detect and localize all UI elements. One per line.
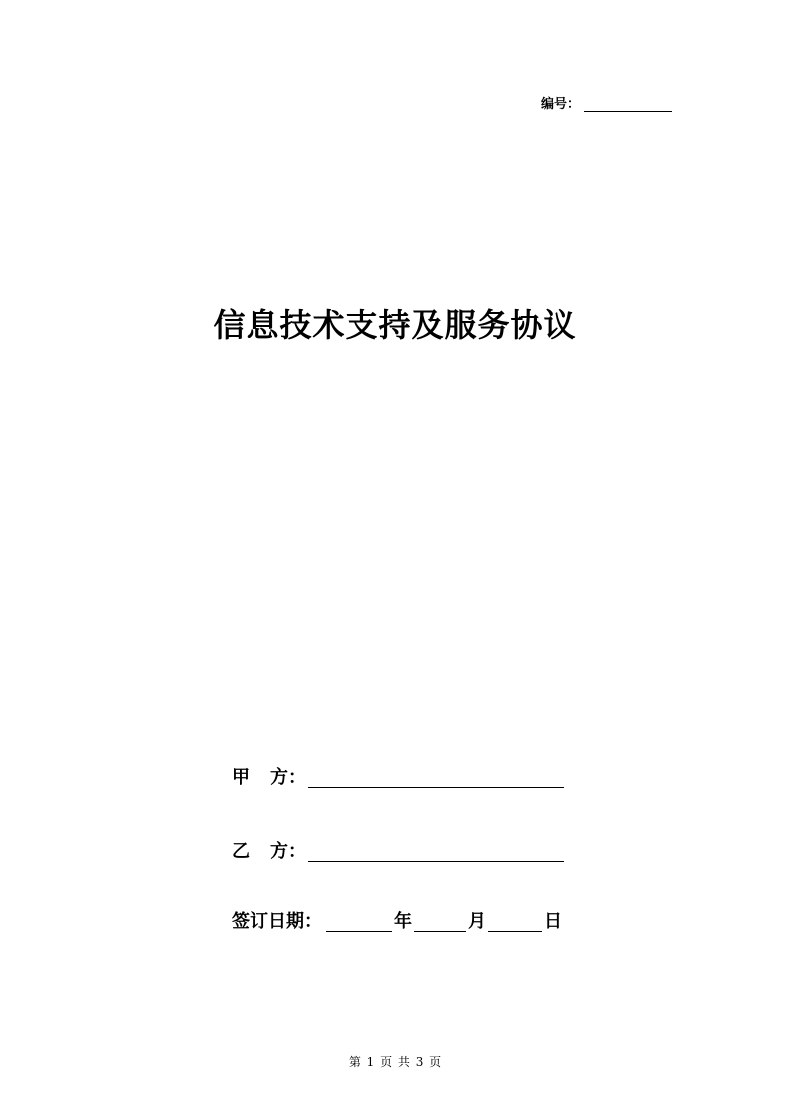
sign-date-label: 签订日期：	[232, 911, 322, 932]
contract-number-label: 编号：	[541, 97, 581, 112]
day-label: 日	[544, 911, 562, 932]
party-b-line	[232, 840, 564, 864]
year-label: 年	[394, 911, 412, 932]
day-blank	[488, 911, 542, 932]
sign-date-line	[232, 910, 562, 934]
party-a-label-first: 甲	[232, 767, 250, 788]
party-a-line	[232, 766, 564, 790]
party-b-blank	[308, 841, 564, 862]
page-number-footer: 第 1 页 共 3 页	[348, 1055, 442, 1069]
year-blank	[326, 911, 392, 932]
party-b-label-first: 乙	[232, 841, 250, 862]
party-a-blank	[308, 767, 564, 788]
contract-number-line	[541, 94, 672, 112]
month-label: 月	[468, 911, 486, 932]
party-a-label-second: 方：	[270, 767, 306, 788]
month-blank	[414, 911, 466, 932]
document-title: 信息技术支持及服务协议	[213, 306, 577, 344]
party-b-label-second: 方：	[270, 841, 306, 862]
contract-number-blank	[584, 97, 672, 112]
